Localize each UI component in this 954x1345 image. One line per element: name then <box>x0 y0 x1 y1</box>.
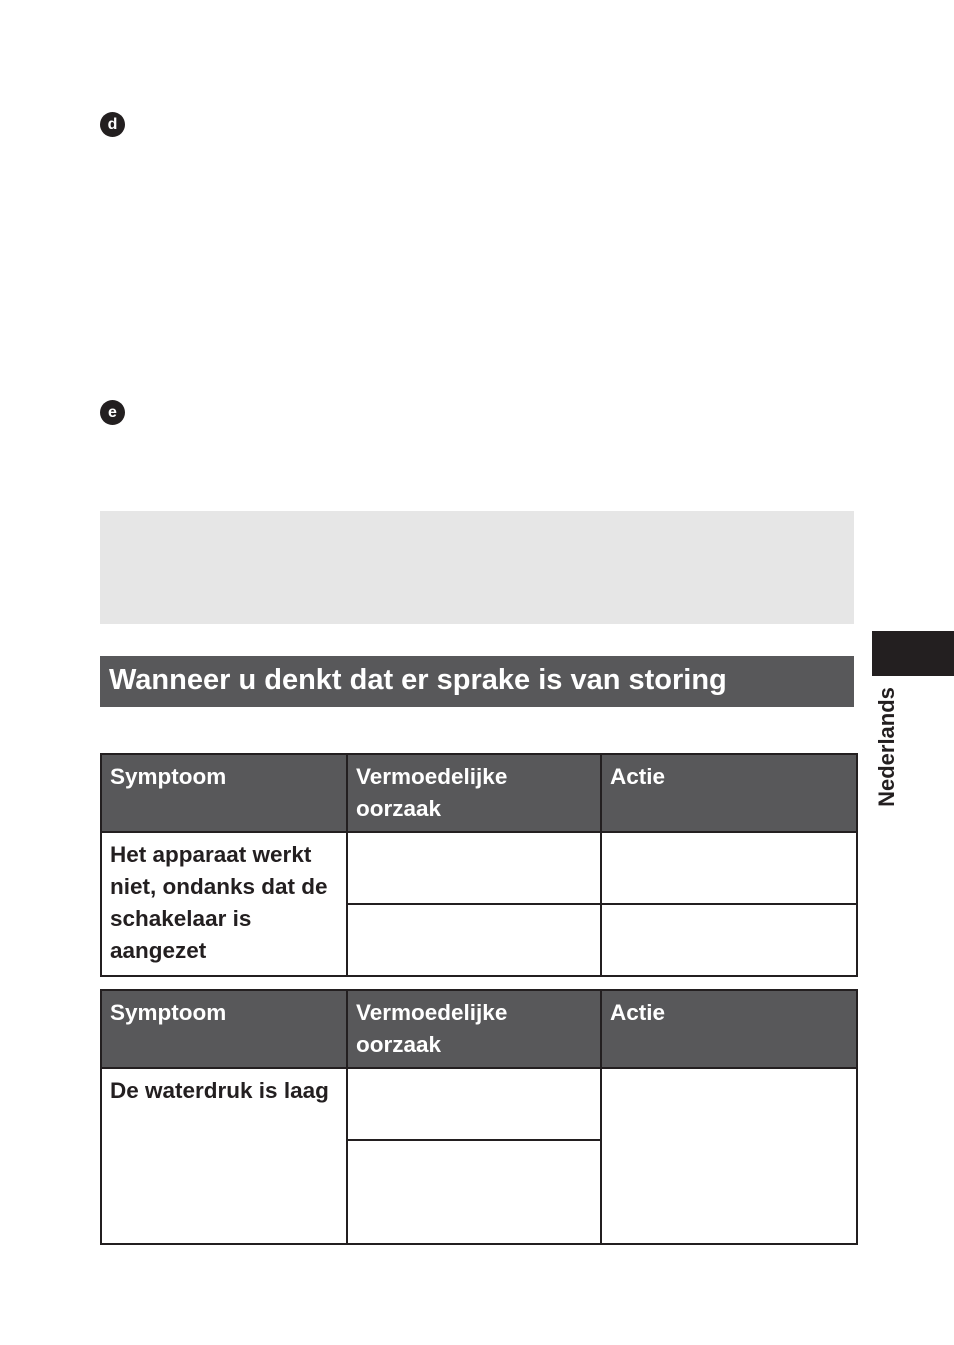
language-label-text: Nederlands <box>874 687 900 807</box>
troubleshooting-table-2 <box>100 989 858 1245</box>
cause-cell <box>347 1140 601 1244</box>
table-row <box>101 832 857 904</box>
header-symptom: Symptoom <box>101 754 347 832</box>
header-action: Actie <box>601 990 857 1068</box>
step-marker-e: e <box>100 400 125 425</box>
troubleshooting-table-1 <box>100 753 858 977</box>
action-cell <box>601 904 857 976</box>
language-tab-block <box>872 631 954 676</box>
action-cell <box>601 832 857 904</box>
table-header-row <box>101 990 857 1068</box>
step-marker-d: d <box>100 112 125 137</box>
cause-cell <box>347 904 601 976</box>
action-cell <box>601 1068 857 1244</box>
header-cause: Vermoedelijke oorzaak <box>347 990 601 1068</box>
header-cause: Vermoedelijke oorzaak <box>347 754 601 832</box>
symptom-cell: Het apparaat werkt niet, ondanks dat de schakelaar is aangezet <box>101 832 347 976</box>
header-symptom: Symptoom <box>101 990 347 1068</box>
header-action: Actie <box>601 754 857 832</box>
cause-cell <box>347 832 601 904</box>
language-tab-label <box>872 684 902 810</box>
table-row <box>101 1068 857 1140</box>
section-title: Wanneer u denkt dat er sprake is van storing <box>100 656 854 707</box>
table-header-row <box>101 754 857 832</box>
cause-cell <box>347 1068 601 1140</box>
gray-note-box <box>100 511 854 624</box>
symptom-cell: De waterdruk is laag <box>101 1068 347 1244</box>
